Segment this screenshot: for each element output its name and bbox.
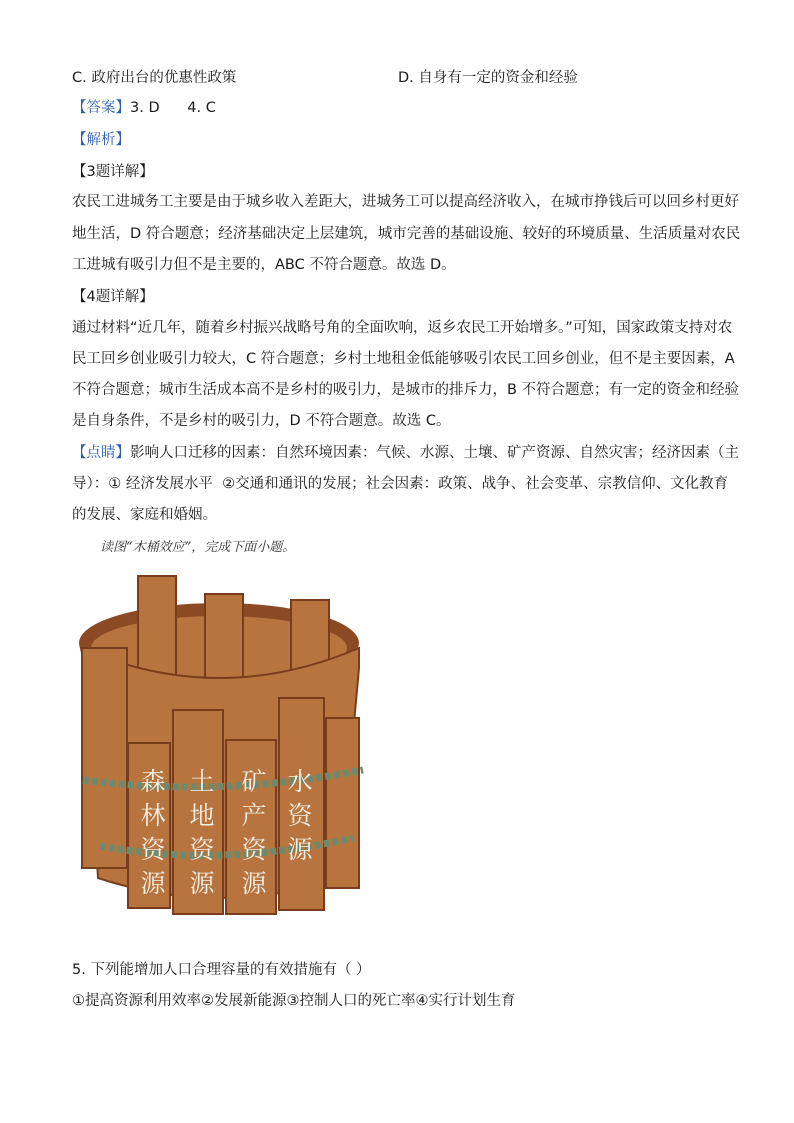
q3-line-3: 工进城有吸引力但不是主要的，ABC 不符合题意。故选 D。 xyxy=(72,257,456,273)
q4-title: 【4题详解】 xyxy=(72,289,154,305)
answer-line xyxy=(72,98,732,118)
answer-text: 3. D 4. C xyxy=(130,100,216,116)
barrel-figure xyxy=(78,568,378,918)
q4-line-2: 民工回乡创业吸引力较大，C 符合题意；乡村土地租金低能够吸引农民工回乡创业，但不是主要因素，A xyxy=(72,351,735,367)
q3-line-2: 地生活，D 符合题意；经济基础决定上层建筑，城市完善的基础设施、较好的环境质量、生活质量对农民 xyxy=(72,226,741,242)
stave-label-land: 土地资源 xyxy=(189,767,215,898)
note-label: 【点睛】 xyxy=(72,445,130,461)
barrel-illustration xyxy=(78,568,378,918)
note-text-1: 影响人口迁移的因素：自然环境因素：气候、水源、土壤、矿产资源、自然灾害；经济因素（主 xyxy=(130,445,739,461)
option-d: D. 自身有一定的资金和经验 xyxy=(398,70,578,86)
stave-right xyxy=(326,718,359,888)
stave-label-mineral: 矿产资源 xyxy=(241,767,267,898)
note-line-3: 的发展、家庭和婚姻。 xyxy=(72,507,217,523)
note-line-1 xyxy=(72,443,739,463)
answer-label: 【答案】 xyxy=(72,100,130,116)
q3-line-1: 农民工进城务工主要是由于城乡收入差距大，进城务工可以提高经济收入，在城市挣钱后可以回乡村更好 xyxy=(72,194,739,210)
q5-items: ①提高资源利用效率②发展新能源③控制人口的死亡率④实行计划生育 xyxy=(72,993,516,1009)
stave-label-water: 水资源 xyxy=(287,767,313,864)
option-c: C. 政府出台的优惠性政策 xyxy=(72,70,237,86)
q5-stem: 5. 下列能增加人口合理容量的有效措施有（ ） xyxy=(72,962,371,978)
analysis-label: 【解析】 xyxy=(72,132,130,148)
stave-label-forest: 森林资源 xyxy=(140,767,166,898)
note-line-2: 导）：① 经济发展水平 ②交通和通讯的发展；社会因素：政策、战争、社会变革、宗教信仰、文化教育 xyxy=(72,476,729,492)
q4-line-1: 通过材料“近几年，随着乡村振兴战略号角的全面吹响，返乡农民工开始增多。”可知，国家政策支持对农 xyxy=(72,320,733,336)
stave-left xyxy=(82,648,127,868)
figure-caption: 读图“木桶效应”，完成下面小题。 xyxy=(100,540,296,555)
q3-title: 【3题详解】 xyxy=(72,164,154,180)
q4-line-4: 是自身条件，不是乡村的吸引力，D 不符合题意。故选 C。 xyxy=(72,413,451,429)
q4-line-3: 不符合题意；城市生活成本高不是乡村的吸引力，是城市的排斥力，B 不符合题意；有一定的资金和经验 xyxy=(72,382,740,398)
